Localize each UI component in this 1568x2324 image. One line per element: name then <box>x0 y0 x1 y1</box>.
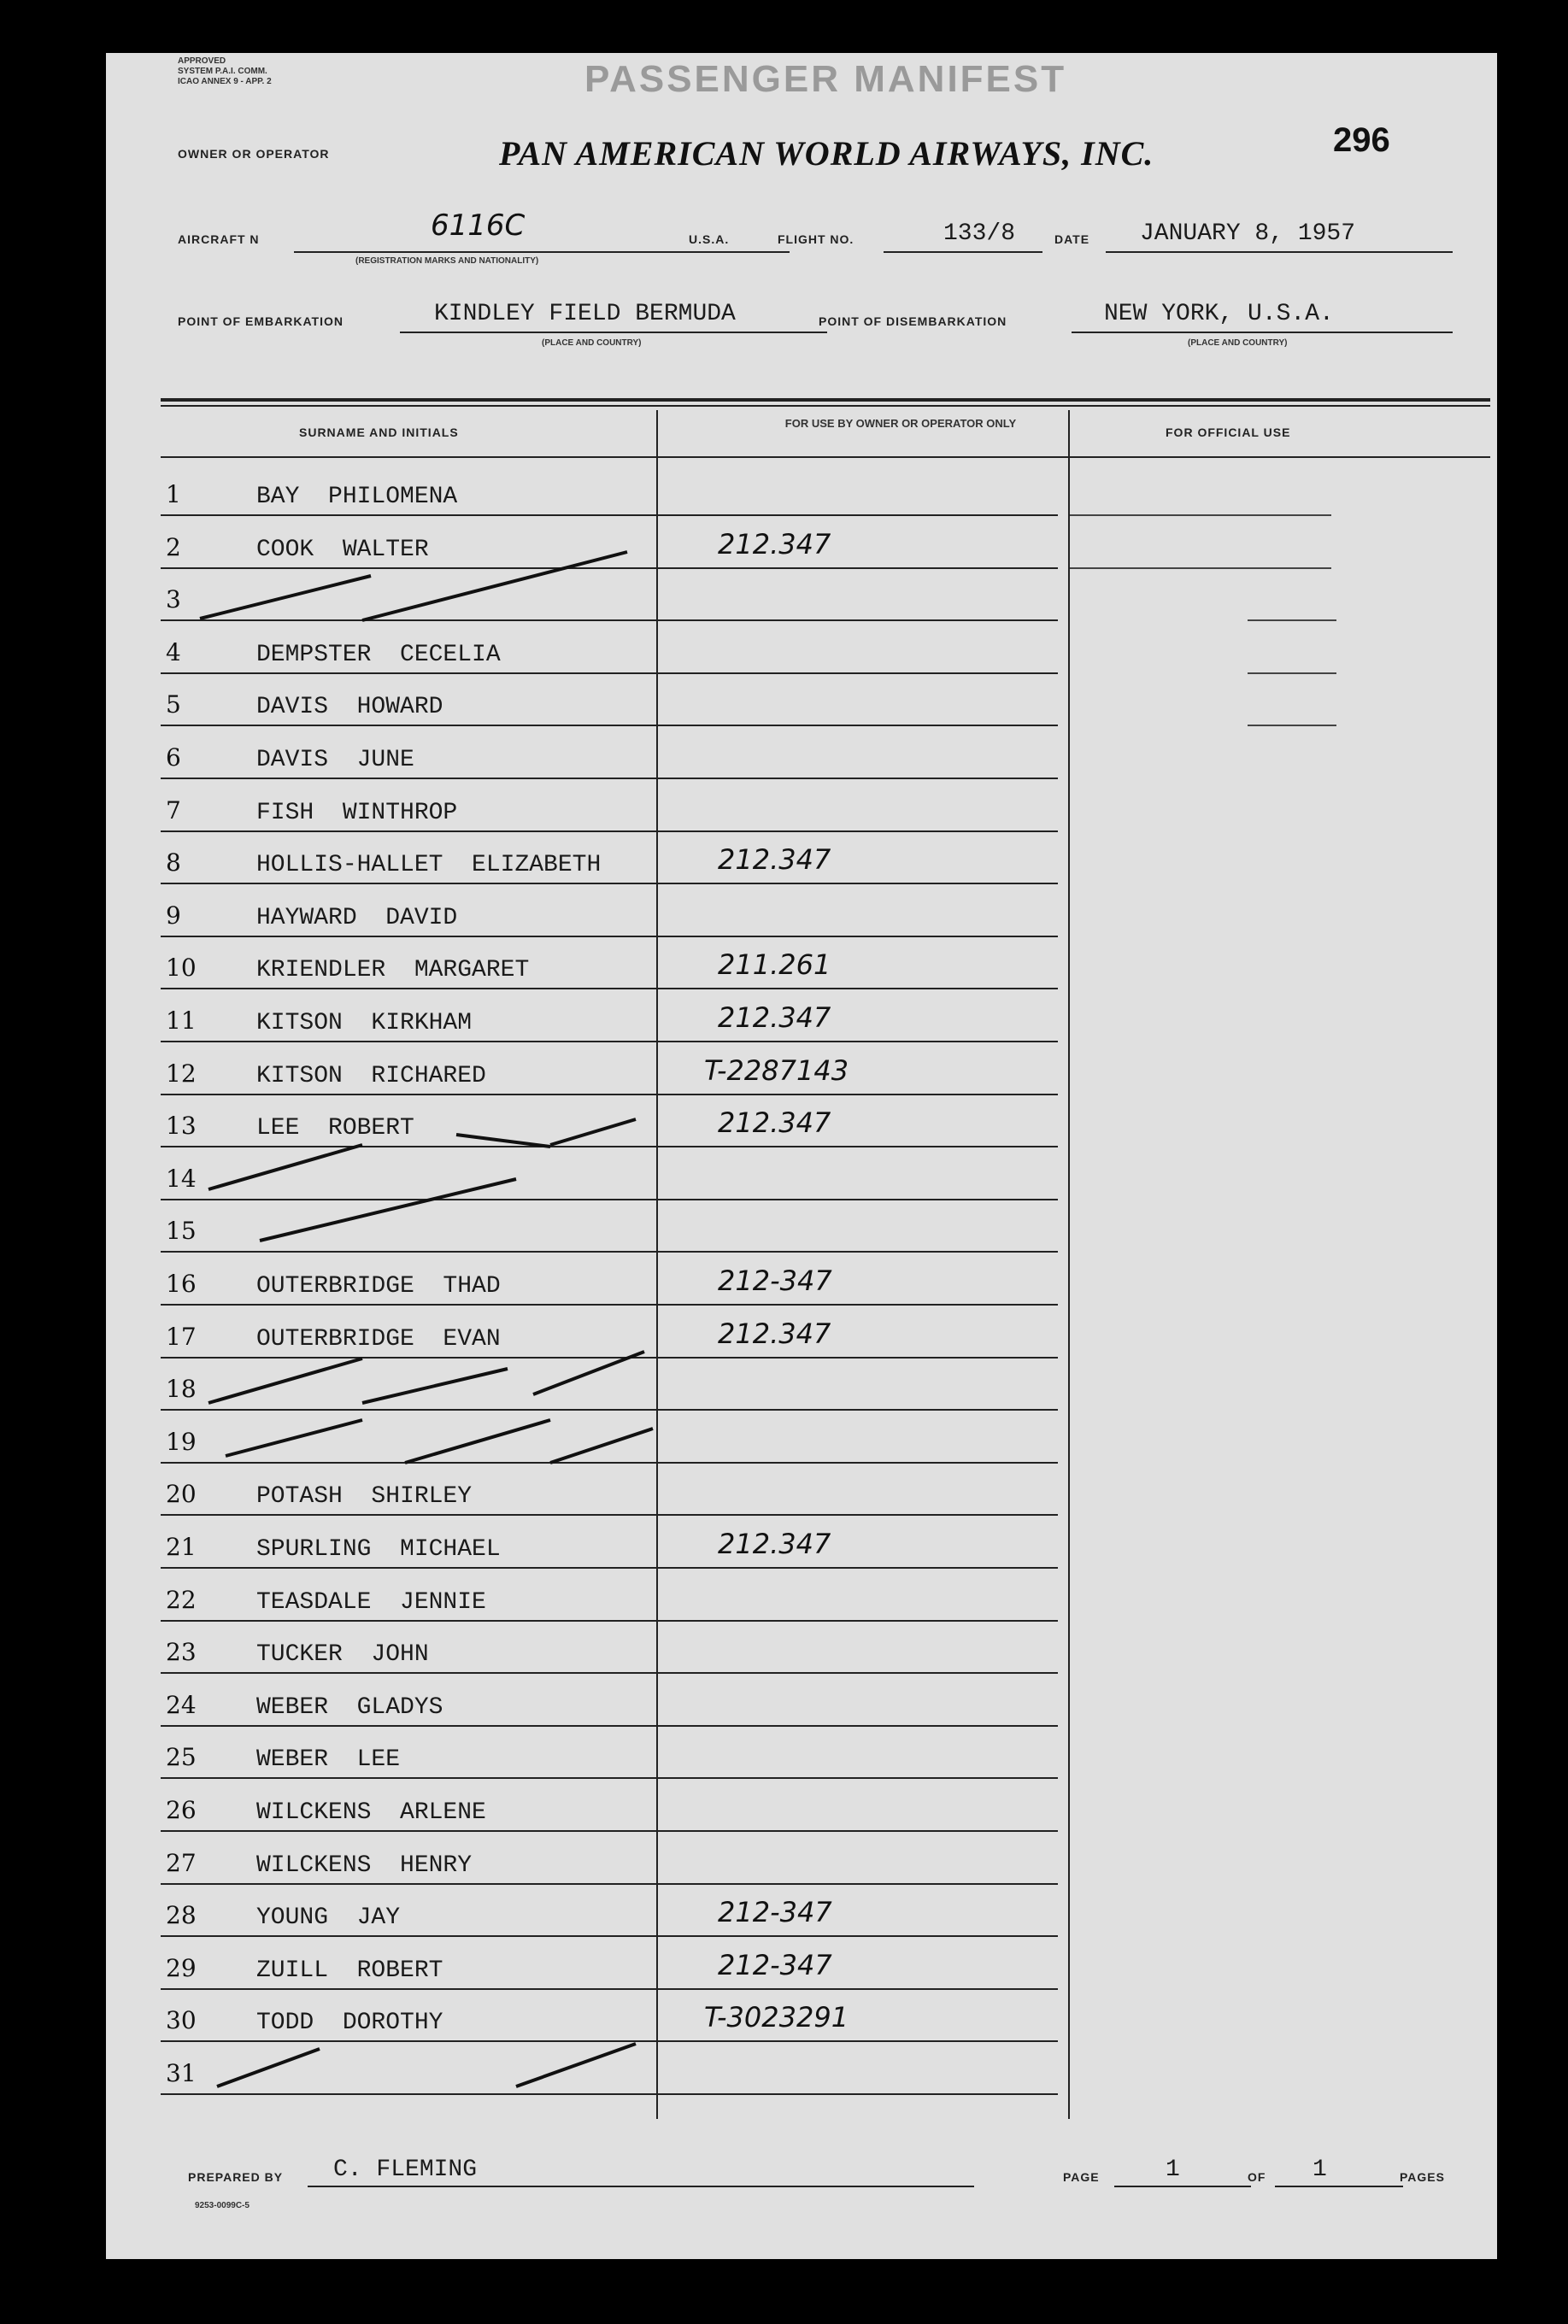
prepared-by-underline <box>308 2186 974 2187</box>
manifest-sheet <box>106 53 1497 2259</box>
passenger-name: FISH WINTHROP <box>256 800 458 826</box>
flight-no-label: FLIGHT NO. <box>778 232 854 246</box>
col-surname-header: SURNAME AND INITIALS <box>299 425 459 439</box>
passenger-name: YOUNG JAY <box>256 1904 401 1931</box>
passenger-name: TODD DOROTHY <box>256 2010 443 2036</box>
passenger-name: WEBER GLADYS <box>256 1694 443 1721</box>
row-number: 12 <box>166 1059 197 1088</box>
passenger-name: DEMPSTER CECELIA <box>256 642 501 668</box>
owner-use-code: 212.347 <box>718 1318 831 1350</box>
passenger-name: POTASH SHIRLEY <box>256 1483 473 1510</box>
owner-use-code: 212-347 <box>718 1949 832 1981</box>
aircraft-value: 6116C <box>431 208 526 243</box>
row-number: 5 <box>166 690 181 719</box>
row-number: 28 <box>166 1901 197 1929</box>
passenger-name: SPURLING MICHAEL <box>256 1536 501 1563</box>
row-number: 13 <box>166 1112 197 1140</box>
passenger-name: TEASDALE JENNIE <box>256 1589 486 1616</box>
flight-no-value: 133/8 <box>943 220 1016 247</box>
disembarkation-value: NEW YORK, U.S.A. <box>1104 301 1334 327</box>
date-label: DATE <box>1054 232 1090 246</box>
row-number: 7 <box>166 796 181 825</box>
row-number: 10 <box>166 954 197 982</box>
passenger-name: HAYWARD DAVID <box>256 905 458 931</box>
total-underline <box>1275 2186 1403 2187</box>
owner-use-code: 212.347 <box>718 843 831 876</box>
row-number: 11 <box>166 1006 197 1035</box>
registration-note: (REGISTRATION MARKS AND NATIONALITY) <box>355 256 539 266</box>
date-value: JANUARY 8, 1957 <box>1140 220 1356 247</box>
row-number: 14 <box>166 1165 197 1193</box>
row-number: 23 <box>166 1638 197 1666</box>
disembarkation-label: POINT OF DISEMBARKATION <box>819 314 1007 328</box>
owner-use-code: 212-347 <box>718 1265 832 1297</box>
embarkation-note: (PLACE AND COUNTRY) <box>542 338 642 348</box>
row-number: 25 <box>166 1743 197 1771</box>
passenger-name: DAVIS HOWARD <box>256 694 443 720</box>
row-number: 1 <box>166 480 181 508</box>
row-number: 16 <box>166 1270 197 1298</box>
page-label: PAGE <box>1063 2170 1100 2184</box>
passenger-name: WEBER LEE <box>256 1746 401 1773</box>
row-number: 27 <box>166 1849 197 1877</box>
col-owner-header: FOR USE BY OWNER OR OPERATOR ONLY <box>784 417 1017 430</box>
row-number: 17 <box>166 1323 197 1351</box>
row-number: 21 <box>166 1533 197 1561</box>
row-number: 26 <box>166 1796 197 1824</box>
passenger-name: WILCKENS HENRY <box>256 1852 473 1879</box>
row-number: 29 <box>166 1954 197 1982</box>
col-official-header: FOR OFFICIAL USE <box>1166 425 1291 439</box>
owner-use-code: 212.347 <box>718 1528 831 1560</box>
owner-use-code: 212.347 <box>718 1106 831 1139</box>
page-total-value: 1 <box>1313 2157 1327 2183</box>
owner-label: OWNER OR OPERATOR <box>178 147 330 161</box>
disembarkation-note: (PLACE AND COUNTRY) <box>1188 338 1288 348</box>
aircraft-label: AIRCRAFT N <box>178 232 260 246</box>
row-number: 4 <box>166 638 181 666</box>
page-current-value: 1 <box>1166 2157 1180 2183</box>
owner-use-code: 211.261 <box>718 948 831 981</box>
prepared-by-value: C. FLEMING <box>333 2157 478 2183</box>
row-number: 22 <box>166 1586 197 1614</box>
owner-use-code: 212.347 <box>718 528 831 560</box>
owner-use-code: 212-347 <box>718 1896 832 1928</box>
stamp-line: SYSTEM P.A.I. COMM. <box>178 67 267 76</box>
owner-use-code: T-3023291 <box>704 2001 849 2034</box>
row-number: 2 <box>166 533 181 561</box>
row-number: 31 <box>166 2059 197 2087</box>
owner-use-code: 212.347 <box>718 1001 831 1034</box>
stamp-line: ICAO ANNEX 9 - APP. 2 <box>178 77 272 86</box>
usa-label: U.S.A. <box>689 232 730 246</box>
form-title: PASSENGER MANIFEST <box>584 58 1067 100</box>
passenger-name: WILCKENS ARLENE <box>256 1799 486 1826</box>
passenger-name: OUTERBRIDGE EVAN <box>256 1326 501 1353</box>
row-number: 15 <box>166 1217 197 1245</box>
form-code: 9253-0099C-5 <box>195 2201 250 2210</box>
embarkation-value: KINDLEY FIELD BERMUDA <box>434 301 736 327</box>
passenger-name: ZUILL ROBERT <box>256 1957 443 1984</box>
passenger-name: TUCKER JOHN <box>256 1641 429 1668</box>
row-number: 18 <box>166 1375 197 1403</box>
passenger-name: KITSON KIRKHAM <box>256 1010 473 1036</box>
row-number: 3 <box>166 585 181 613</box>
owner-value: PAN AMERICAN WORLD AIRWAYS, INC. <box>499 134 1154 173</box>
row-number: 20 <box>166 1480 197 1508</box>
passenger-name: COOK WALTER <box>256 537 429 563</box>
row-number: 24 <box>166 1691 197 1719</box>
of-label: OF <box>1248 2170 1266 2184</box>
passenger-name: DAVIS JUNE <box>256 747 414 773</box>
row-number: 6 <box>166 743 181 772</box>
page-number-mark: 296 <box>1333 121 1390 159</box>
page-underline <box>1114 2186 1251 2187</box>
owner-use-code: T-2287143 <box>704 1054 849 1087</box>
row-number: 9 <box>166 901 181 930</box>
prepared-by-label: PREPARED BY <box>188 2170 284 2184</box>
stamp-line: APPROVED <box>178 56 226 66</box>
embarkation-label: POINT OF EMBARKATION <box>178 314 344 328</box>
passenger-name: HOLLIS-HALLET ELIZABETH <box>256 852 602 878</box>
passenger-name: OUTERBRIDGE THAD <box>256 1273 501 1300</box>
strike-marks <box>106 53 1497 2259</box>
passenger-name: LEE ROBERT <box>256 1115 414 1141</box>
row-number: 8 <box>166 848 181 877</box>
row-number: 19 <box>166 1428 197 1456</box>
row-number: 30 <box>166 2006 197 2034</box>
passenger-name: KITSON RICHARED <box>256 1063 486 1089</box>
pages-label: PAGES <box>1400 2170 1445 2184</box>
passenger-name: KRIENDLER MARGARET <box>256 957 530 983</box>
passenger-name: BAY PHILOMENA <box>256 484 458 510</box>
